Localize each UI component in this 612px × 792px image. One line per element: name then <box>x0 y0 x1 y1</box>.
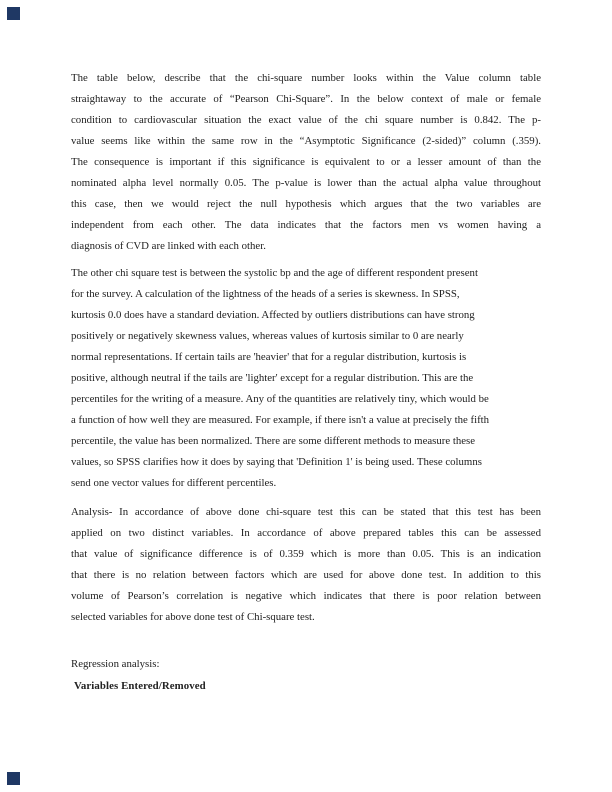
paragraph-analysis-conclusion <box>71 502 541 628</box>
text-line: percentiles for the writing of a measure. Any of the quantities are relatively tiny, which would be <box>71 393 489 405</box>
text-line: The other chi square test is between the systolic bp and the age of different respondent present <box>71 267 478 279</box>
text-line: values, so SPSS clarifies how it does by saying that 'Definition 1' is being used. These columns <box>71 456 482 468</box>
paragraph-chi-square-interpretation <box>71 68 541 257</box>
text-line: applied on two distinct variables. In accordance of above prepared tables this can be assessed <box>71 527 541 539</box>
text-line: kurtosis 0.0 does have a standard deviation. Affected by outliers distributions can have strong <box>71 309 475 321</box>
text-line: condition to cardiovascular situation the exact value of the chi square number is 0.842. The p- <box>71 114 541 126</box>
paragraph-skewness-kurtosis <box>71 263 541 494</box>
text-line: value seems like within the same row in the “Asymptotic Significance (2-sided)” column (.359). <box>71 135 541 147</box>
text-line: this case, then we would reject the null hypothesis which argues that the two variables are <box>71 198 541 210</box>
text-line: independent from each other. The data indicates that the factors men vs women having a <box>71 219 541 231</box>
text-line: selected variables for above done test of Chi-square test. <box>71 611 315 623</box>
text-line: normal representations. If certain tails are 'heavier' that for a regular distribution, kurtosis is <box>71 351 467 363</box>
page-content <box>71 68 541 697</box>
text-line: that there is no relation between factors which are used for above done test. In addition to this <box>71 569 541 581</box>
corner-marker-bottom-icon <box>7 772 20 785</box>
regression-analysis-heading: Regression analysis: <box>71 658 160 670</box>
text-line: nominated alpha level normally 0.05. The p-value is lower than the actual alpha value throughout <box>71 177 541 189</box>
text-line: straightaway to the accurate of “Pearson Chi-Square”. In the below context of male or female <box>71 93 541 105</box>
variables-entered-removed-title: Variables Entered/Removed <box>74 680 206 692</box>
text-line: for the survey. A calculation of the lightness of the heads of a series is skewness. In SPSS, <box>71 288 460 300</box>
text-line: The consequence is important if this significance is equivalent to or a lesser amount of than the <box>71 156 541 168</box>
text-line: that value of significance difference is of 0.359 which is more than 0.05. This is an indication <box>71 548 541 560</box>
corner-marker-top-icon <box>7 7 20 20</box>
text-line: diagnosis of CVD are linked with each other. <box>71 240 266 252</box>
text-line: positive, although neutral if the tails are 'lighter' except for a regular distribution. This are the <box>71 372 474 384</box>
text-line: Analysis- In accordance of above done chi-square test this can be stated that this test has been <box>71 506 541 518</box>
text-line: positively or negatively skewness values, whereas values of kurtosis similar to 0 are nearly <box>71 330 464 342</box>
text-line: a function of how well they are measured. For example, if there isn't a value at precisely the fifth <box>71 414 490 426</box>
text-line: The table below, describe that the chi-square number looks within the Value column table <box>71 72 541 84</box>
text-line: percentile, the value has been normalized. There are some different methods to measure these <box>71 435 476 447</box>
text-line: send one vector values for different percentiles. <box>71 477 277 489</box>
text-line: volume of Pearson’s correlation is negative which indicates that there is poor relation between <box>71 590 541 602</box>
